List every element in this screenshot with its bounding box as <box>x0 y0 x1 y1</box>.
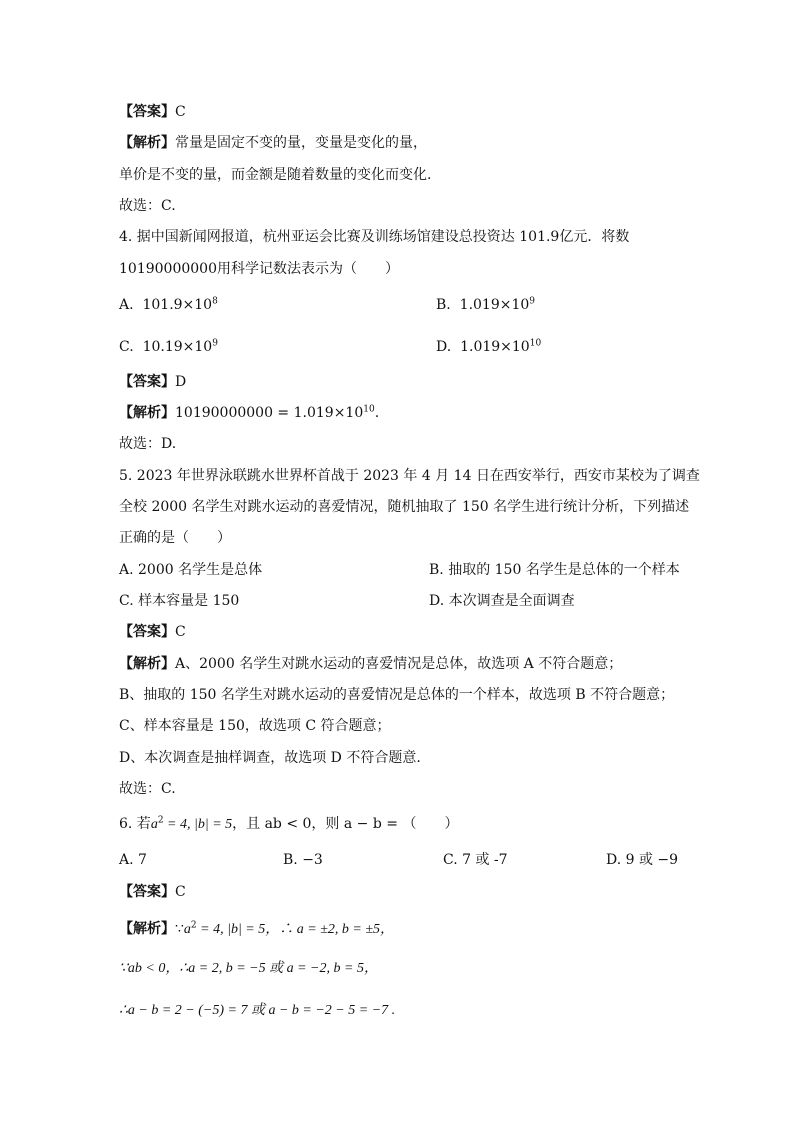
q5-choose-line: 故选：C. <box>119 781 176 797</box>
answer-line-prev <box>119 103 186 121</box>
q5-answer-value: C <box>175 624 186 640</box>
q5-analysis-line-3: C、样本容量是 150，故选项 C 符合题意； <box>119 718 391 734</box>
q5-option-c: C. 样本容量是 150 <box>119 593 240 609</box>
q4-option-d-label: D. <box>436 339 452 355</box>
q4-stem-line-1: 4. 据中国新闻网报道，杭州亚运会比赛及训练场馆建设总投资达 101.9亿元．将数 <box>119 229 630 245</box>
q4-analysis-base: 10190000000 = 1.019×10 <box>175 405 364 421</box>
q5-option-b: B. 抽取的 150 名学生是总体的一个样本 <box>429 562 680 578</box>
analysis-label: 【解析】 <box>119 135 175 151</box>
q6-analysis-line-2: ∵ab < 0，∴a = 2, b = −5 或 a = −2, b = 5， <box>119 961 378 976</box>
q6-analysis-a: a <box>183 922 191 937</box>
q6-stem-sq: 2 <box>157 815 164 826</box>
q5-option-d: D. 本次调查是全面调查 <box>429 593 575 609</box>
q6-answer-label: 【答案】 <box>119 884 175 900</box>
q4-analysis-exp: 10 <box>363 404 375 415</box>
q4-option-c-label: C. <box>119 339 134 355</box>
q4-option-b <box>436 296 535 314</box>
q4-option-b-base: 1.019×10 <box>459 297 530 313</box>
q5-analysis-line-2: B、抽取的 150 名学生对跳水运动的喜爱情况是总体的一个样本，故选项 B 不符合题意； <box>119 687 675 703</box>
q4-choose-line: 故选：D. <box>119 436 177 452</box>
q4-analysis-end: . <box>374 405 380 421</box>
q4-option-a-base: 101.9×10 <box>142 297 213 313</box>
q4-stem-line-2: 10190000000用科学记数法表示为（ ） <box>119 261 399 277</box>
q5-stem-line-3: 正确的是（ ） <box>119 530 231 546</box>
q6-analysis-pre: ∵ <box>175 921 184 937</box>
q4-answer-line <box>119 373 186 391</box>
analysis-line-prev-2: 单价是不变的量，而金额是随着数量的变化而变化. <box>119 167 432 183</box>
q5-analysis-text-1: A、2000 名学生对跳水运动的喜爱情况是总体，故选项 A 不符合题意； <box>175 656 623 672</box>
answer-label: 【答案】 <box>119 104 175 120</box>
q6-answer-line <box>119 883 186 901</box>
q4-option-c <box>119 338 218 356</box>
q6-stem-a: a <box>150 817 158 832</box>
analysis-text: 常量是固定不变的量，变量是变化的量， <box>175 135 427 151</box>
q6-stem-mid: = 4, |b| = 5 <box>163 817 233 832</box>
q4-answer-value: D <box>175 374 187 390</box>
q6-stem-pre: 6. 若 <box>119 816 151 832</box>
q5-analysis-line-1 <box>119 655 622 673</box>
q4-option-d-exp: 10 <box>529 338 542 349</box>
q4-option-b-exp: 9 <box>529 296 536 307</box>
q4-option-b-label: B. <box>436 297 451 313</box>
q4-option-c-exp: 9 <box>212 338 218 349</box>
q6-analysis-rest: = 4, |b| = 5，∴ a = ±2, b = ±5， <box>196 922 395 937</box>
q4-option-a-label: A. <box>119 297 134 313</box>
q6-analysis-line-3: ∴a − b = 2 − (−5) = 7 或 a − b = −2 − 5 = −7 . <box>119 1003 396 1018</box>
q4-option-d <box>436 338 541 356</box>
q6-option-b: B. −3 <box>283 852 323 868</box>
choose-line-prev: 故选：C. <box>119 198 176 214</box>
q5-answer-label: 【答案】 <box>119 624 175 640</box>
q5-answer-line <box>119 623 186 641</box>
q6-answer-value: C <box>175 884 186 900</box>
q6-analysis-line-1 <box>119 920 394 939</box>
q4-option-a <box>119 296 218 314</box>
q4-analysis-line <box>119 404 379 422</box>
q6-stem-cond: ，且 ab < 0，则 a − b = （ ） <box>232 816 459 832</box>
q5-analysis-line-4: D、本次调查是抽样调查，故选项 D 不符合题意. <box>119 750 421 766</box>
q5-stem-line-2: 全校 2000 名学生对跳水运动的喜爱情况，随机抽取了 150 名学生进行统计分析，下列描述 <box>119 499 690 515</box>
q5-option-a: A. 2000 名学生是总体 <box>119 562 263 578</box>
q5-analysis-label: 【解析】 <box>119 656 175 672</box>
answer-value: C <box>175 104 186 120</box>
q6-analysis-label: 【解析】 <box>119 921 175 937</box>
q6-option-a: A. 7 <box>119 852 147 868</box>
q6-option-d: D. 9 或 −9 <box>606 852 679 868</box>
q5-stem-line-1: 5. 2023 年世界泳联跳水世界杯首战于 2023 年 4 月 14 日在西安举行，西安市某校为了调查 <box>119 468 700 484</box>
q6-stem <box>119 815 458 834</box>
q4-answer-label: 【答案】 <box>119 374 175 390</box>
q4-option-c-base: 10.19×10 <box>142 339 213 355</box>
q6-analysis-sq: 2 <box>190 920 197 931</box>
q4-option-a-exp: 8 <box>212 296 218 307</box>
q4-option-d-base: 1.019×10 <box>460 339 530 355</box>
q4-analysis-label: 【解析】 <box>119 405 175 421</box>
analysis-line-prev-1 <box>119 134 427 152</box>
q6-option-c: C. 7 或 -7 <box>443 852 508 868</box>
